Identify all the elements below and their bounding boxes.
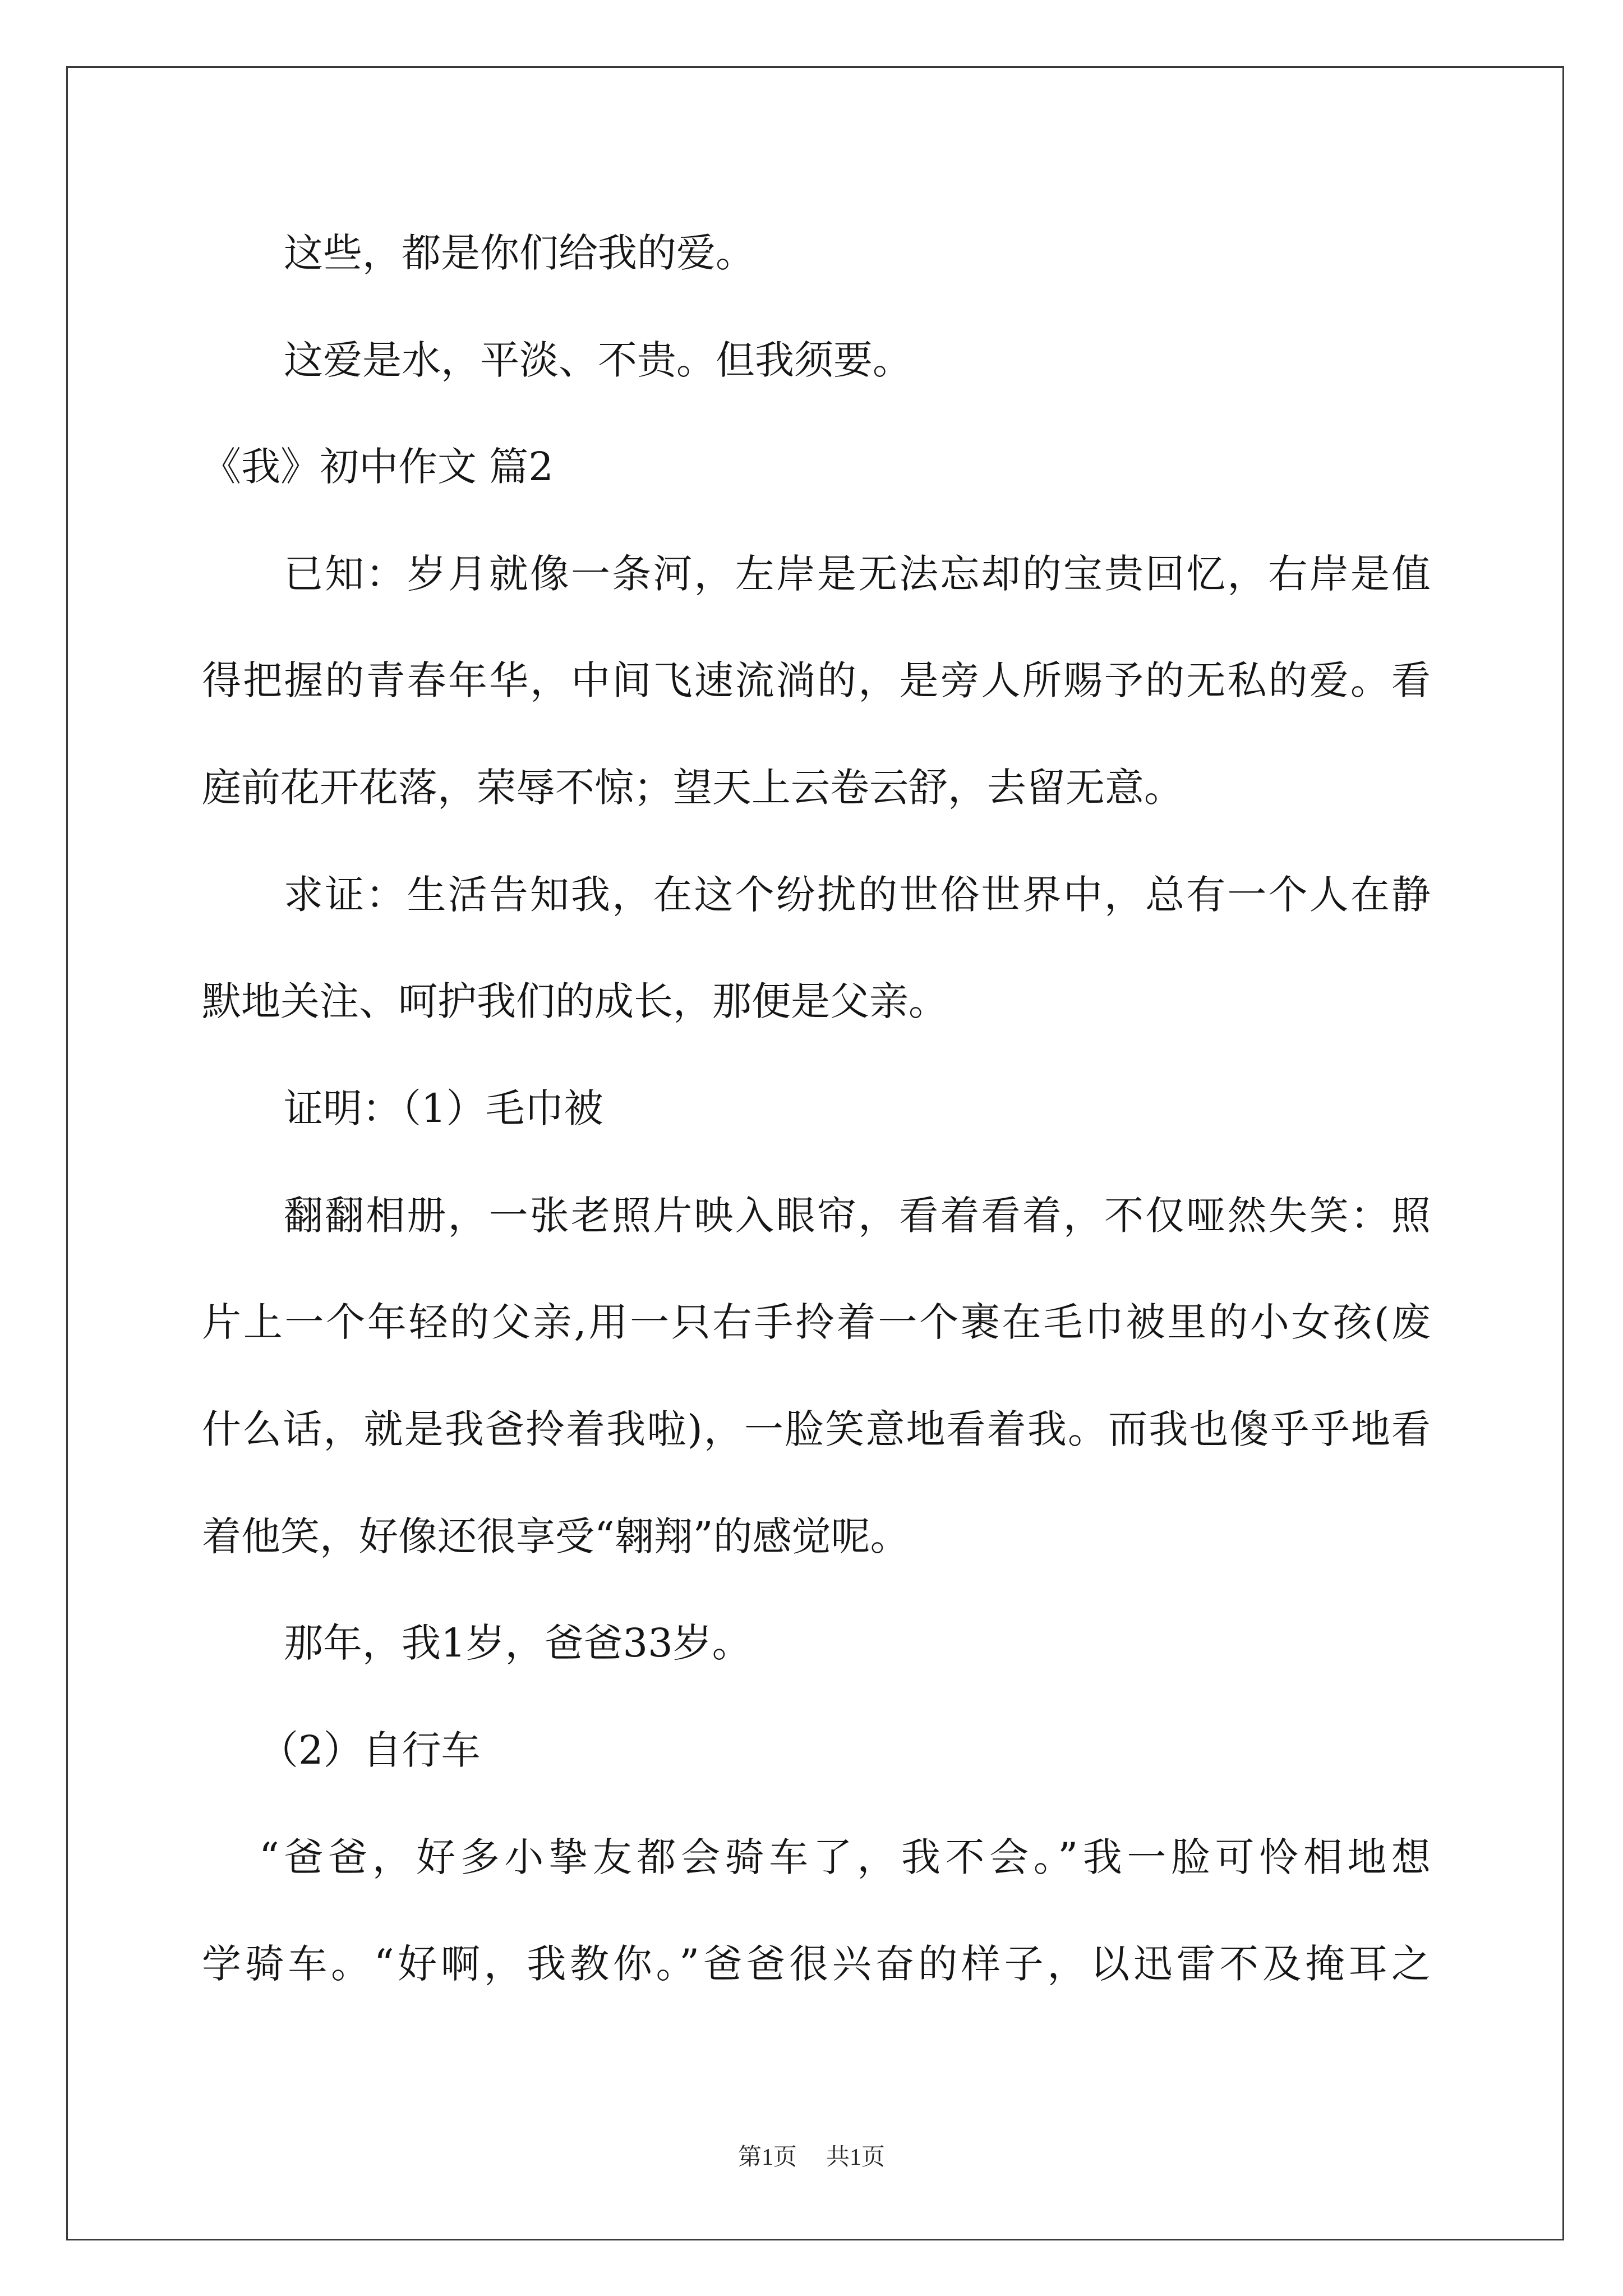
paragraph-line: 默地关注、呵护我们的成长，那便是父亲。 bbox=[202, 978, 948, 1024]
paragraph-line: 那年，我1岁，爸爸33岁。 bbox=[284, 1620, 751, 1666]
subheading-line: 证明：（1）毛巾被 bbox=[284, 1085, 603, 1131]
paragraph-line: 这些，都是你们给我的爱。 bbox=[284, 230, 755, 276]
paragraph-line: 这爱是水，平淡、不贵。但我须要。 bbox=[284, 337, 912, 383]
paragraph-line: 学骑车。“好啊，我教你。”爸爸很兴奋的样子，以迅雷不及掩耳之 bbox=[202, 1941, 1431, 1987]
subheading-line: （2）自行车 bbox=[259, 1727, 481, 1773]
section-heading: 《我》初中作文 篇2 bbox=[202, 444, 554, 490]
paragraph-line: 着他笑，好像还很享受“翱翔”的感觉呢。 bbox=[202, 1513, 910, 1559]
paragraph-line: “爸爸，好多小挚友都会骑车了，我不会。”我一脸可怜相地想 bbox=[259, 1834, 1431, 1880]
paragraph-line: 求证：生活告知我，在这个纷扰的世俗世界中，总有一个人在静 bbox=[284, 872, 1431, 918]
page-total: 共1页 bbox=[826, 2145, 886, 2170]
paragraph-line: 翻翻相册，一张老照片映入眼帘，看着看着，不仅哑然失笑：照 bbox=[284, 1193, 1431, 1239]
paragraph-line: 什么话，就是我爸拎着我啦)，一脸笑意地看着我。而我也傻乎乎地看 bbox=[202, 1406, 1431, 1452]
paragraph-line: 庭前花开花落，荣辱不惊；望天上云卷云舒，去留无意。 bbox=[202, 765, 1183, 811]
page-footer bbox=[0, 2141, 1623, 2174]
paragraph-line: 已知：岁月就像一条河，左岸是无法忘却的宝贵回忆，右岸是值 bbox=[284, 551, 1431, 597]
paragraph-line: 片上一个年轻的父亲,用一只右手拎着一个裹在毛巾被里的小女孩(废 bbox=[202, 1299, 1431, 1345]
page-number: 第1页 bbox=[737, 2145, 797, 2170]
paragraph-line: 得把握的青春年华，中间飞速流淌的，是旁人所赐予的无私的爱。看 bbox=[202, 657, 1431, 703]
page-border bbox=[66, 66, 1564, 2240]
